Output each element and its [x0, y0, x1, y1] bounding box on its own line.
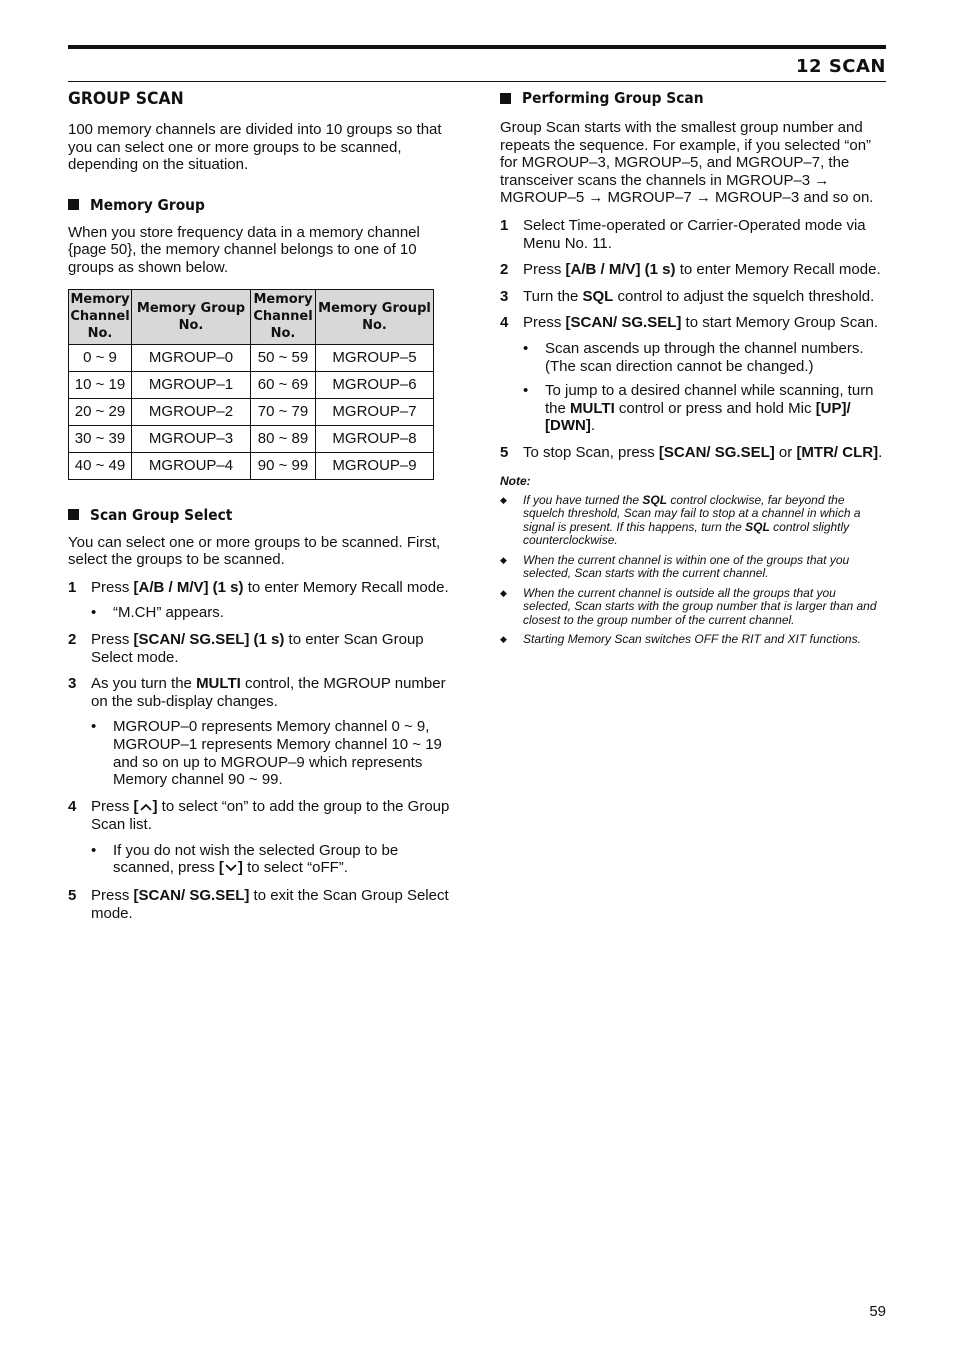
- step-3-bullet: • MGROUP–0 represents Memory channel 0 ~ 9, MGROUP–1 represents Memory channel 10 ~ 19 and so on up to MGROUP–9 which represents Memory channel 90 ~ 99.: [91, 718, 452, 788]
- table-header: Memory Groupl No.: [316, 289, 434, 344]
- table-cell: MGROUP–1: [132, 371, 251, 398]
- step-4-bullet-1: • Scan ascends up through the channel numbers. (The scan direction cannot be changed.): [523, 340, 886, 375]
- table-row: [69, 452, 434, 479]
- step-3: 3 Turn the SQL control to adjust the squelch threshold.: [500, 287, 875, 305]
- left-column: [68, 89, 452, 931]
- step-5: 5 Press [SCAN/ SG.SEL] to exit the Scan Group Select mode.: [68, 887, 449, 922]
- header-rule-thin: [68, 81, 886, 82]
- step-4: 4 Press [ ] to select “on” to add the group to the Group Scan list. • If you do not wish the selected Group to be scanned, press [ ] to select “oFF”.: [68, 798, 452, 878]
- performing-group-scan-heading: Performing Group Scan: [500, 89, 886, 107]
- table-cell: MGROUP–6: [316, 371, 434, 398]
- note-item: ◆ Starting Memory Scan switches OFF the RIT and XIT functions.: [500, 633, 886, 647]
- step-5: 5 To stop Scan, press [SCAN/ SG.SEL] or [MTR/ CLR].: [500, 443, 883, 461]
- table-cell: MGROUP–5: [316, 344, 434, 371]
- table-cell: 0 ~ 9: [69, 344, 132, 371]
- step-4: 4 Press [SCAN/ SG.SEL] to start Memory Group Scan. • Scan ascends up through the channel numbers. (The scan direction cannot be changed.) • To jump to a desired channel while scanning, turn the MULTI control or press and hold Mic [UP]/ [DWN].: [500, 314, 886, 435]
- table-cell: 70 ~ 79: [251, 398, 316, 425]
- table-cell: MGROUP–9: [316, 452, 434, 479]
- table-cell: 50 ~ 59: [251, 344, 316, 371]
- table-cell: MGROUP–2: [132, 398, 251, 425]
- table-header: Memory Channel No.: [251, 289, 316, 344]
- table-row: [69, 425, 434, 452]
- right-column: [500, 89, 886, 653]
- intro-paragraph: 100 memory channels are divided into 10 groups so that you can select one or more groups to be scanned, depending on the situation.: [68, 121, 442, 174]
- table-cell: 20 ~ 29: [69, 398, 132, 425]
- table-header: Memory Channel No.: [69, 289, 132, 344]
- step-1-bullet: • “M.CH” appears.: [91, 604, 452, 622]
- down-arrow-key-icon: [224, 860, 238, 878]
- table-row: [69, 371, 434, 398]
- table-cell: 60 ~ 69: [251, 371, 316, 398]
- up-arrow-key-icon: [139, 799, 153, 817]
- notes-list: [500, 494, 886, 647]
- performing-steps: [500, 217, 886, 462]
- performing-intro: Group Scan starts with the smallest group number and repeats the sequence. For example, if you selected “on” for MGROUP–3, MGROUP–5, and MGROUP–7, the transceiver scans the channels in MGROUP–3 → MGROUP–5 → MGROUP–7 → MGROUP–3 and so on.: [500, 119, 874, 207]
- memory-group-table: [68, 289, 434, 480]
- table-header-row: [69, 289, 434, 344]
- memory-group-text: When you store frequency data in a memory channel {page 50}, the memory channel belongs to one of 10 groups as shown below.: [68, 223, 420, 276]
- memory-group-heading: Memory Group: [68, 196, 452, 214]
- note-item: ◆ If you have turned the SQL control clockwise, far beyond the squelch threshold, Scan may fail to stop at a channel in which a signal is present. If this happens, turn the SQL control slightly counterclockwise.: [500, 494, 886, 548]
- step-4-bullet-2: • To jump to a desired channel while scanning, turn the MULTI control or press and hold Mic [UP]/ [DWN].: [523, 382, 886, 435]
- table-cell: 90 ~ 99: [251, 452, 316, 479]
- step-3: 3 As you turn the MULTI control, the MGROUP number on the sub-display changes. • MGROUP–0 represents Memory channel 0 ~ 9, MGROUP–1 represents Memory channel 10 ~ 19 and so on up to MGROUP–9 which represents Memory channel 90 ~ 99.: [68, 675, 452, 789]
- table-cell: 40 ~ 49: [69, 452, 132, 479]
- scan-group-select-intro: You can select one or more groups to be scanned. First, select the groups to be scanned.: [68, 533, 441, 569]
- section-title: GROUP SCAN: [68, 89, 184, 109]
- table-cell: 80 ~ 89: [251, 425, 316, 452]
- table-cell: 10 ~ 19: [69, 371, 132, 398]
- note-label: Note:: [500, 473, 531, 488]
- table-cell: MGROUP–7: [316, 398, 434, 425]
- square-bullet-icon: [68, 199, 79, 210]
- step-1: 1 Press [A/B / M/V] (1 s) to enter Memory Recall mode. • “M.CH” appears.: [68, 579, 452, 622]
- table-cell: MGROUP–3: [132, 425, 251, 452]
- scan-group-select-heading: Scan Group Select: [68, 506, 452, 524]
- step-2: 2 Press [A/B / M/V] (1 s) to enter Memory Recall mode.: [500, 261, 881, 279]
- chapter-title: 12 SCAN: [796, 56, 886, 77]
- table-row: [69, 344, 434, 371]
- table-header: Memory Group No.: [132, 289, 251, 344]
- table-row: [69, 398, 434, 425]
- page-number: 59: [869, 1303, 886, 1320]
- step-4-bullet: • If you do not wish the selected Group to be scanned, press [ ] to select “oFF”.: [91, 842, 452, 878]
- table-cell: MGROUP–8: [316, 425, 434, 452]
- square-bullet-icon: [500, 93, 511, 104]
- header-rule-thick: [68, 45, 886, 49]
- note-item: ◆ When the current channel is outside all the groups that you selected, Scan starts with the group number that is larger than and closest to the group number of the current channel.: [500, 587, 886, 628]
- step-1: 1 Select Time-operated or Carrier-Operated mode via Menu No. 11.: [500, 216, 866, 252]
- table-cell: MGROUP–0: [132, 344, 251, 371]
- step-2: 2 Press [SCAN/ SG.SEL] (1 s) to enter Scan Group Select mode.: [68, 630, 424, 666]
- square-bullet-icon: [68, 509, 79, 520]
- scan-group-select-steps: [68, 579, 452, 923]
- table-cell: MGROUP–4: [132, 452, 251, 479]
- table-cell: 30 ~ 39: [69, 425, 132, 452]
- note-item: ◆ When the current channel is within one of the groups that you selected, Scan starts with the current channel.: [500, 554, 886, 581]
